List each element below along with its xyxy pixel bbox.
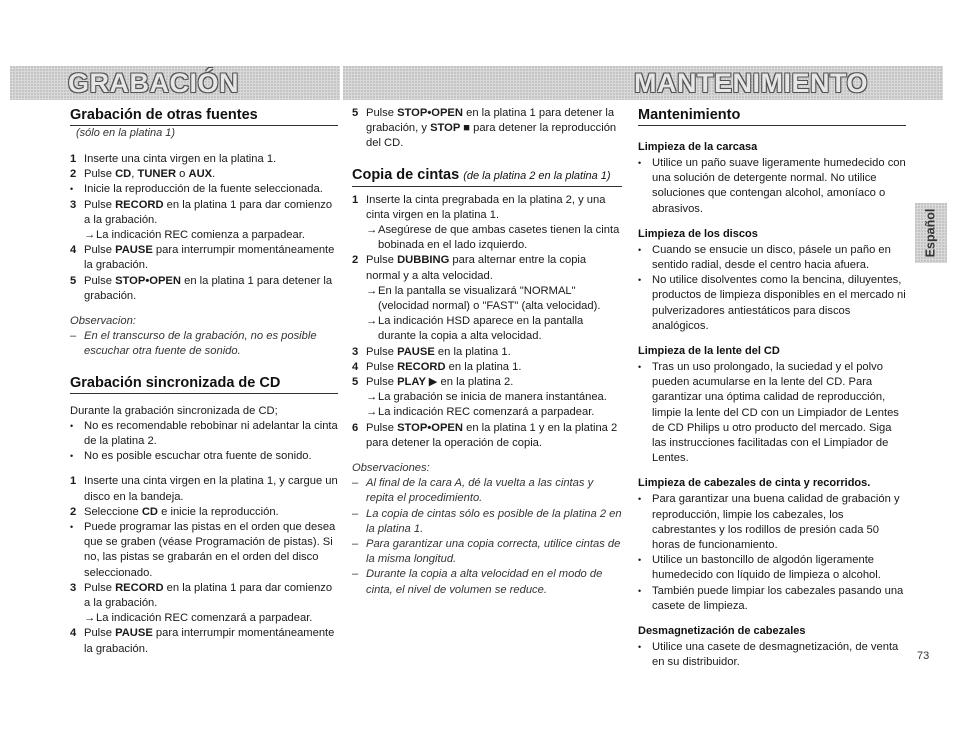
step-item	[352, 193, 622, 223]
step-number: 3	[352, 345, 359, 358]
bullet-item	[638, 553, 906, 583]
step-number: 5	[70, 274, 77, 287]
step-item	[70, 520, 338, 581]
item-text: Pulse PAUSE en la platina 1.	[366, 345, 511, 358]
item-text: Inserte una cinta virgen en la platina 1.	[84, 153, 277, 165]
bullet-item	[638, 156, 906, 217]
bullet-item	[638, 584, 906, 614]
section-header-band-left	[10, 66, 340, 100]
arrow-icon: →	[84, 612, 96, 625]
item-text: Pulse CD, TUNER o AUX.	[84, 168, 216, 181]
bullet-item	[70, 449, 338, 464]
item-text: Utilice una casete de desmagnetización, de venta en su distribuidor.	[652, 641, 899, 669]
observation-list	[352, 476, 622, 598]
step-number: 4	[70, 627, 77, 640]
item-text: También puede limpiar los cabezales pasando una casete de limpieza.	[652, 584, 904, 612]
bullet-icon: •	[638, 244, 642, 255]
subheading: Limpieza de los discos	[638, 227, 758, 240]
step-number: 4	[352, 360, 359, 373]
item-text: Utilice un bastoncillo de algodón ligeramente humedecido con líquido de limpieza o alcohol.	[652, 554, 881, 582]
subheading: Limpieza de cabezales de cinta y recorridos.	[638, 477, 871, 490]
bullet-item	[70, 419, 338, 449]
subheading: Desmagnetización de cabezales	[638, 625, 806, 638]
arrow-icon: →	[366, 284, 378, 297]
bullet-icon: •	[638, 642, 642, 653]
column-right	[638, 106, 906, 670]
step-item	[352, 284, 622, 314]
item-text: Pulse PAUSE para interrumpir momentáneamente la grabación.	[84, 627, 335, 655]
steps-list	[352, 106, 622, 152]
step-number: –	[70, 330, 77, 343]
observation-item	[352, 567, 622, 597]
bullet-icon: •	[70, 451, 74, 462]
step-item	[70, 228, 338, 243]
observation-list	[70, 329, 338, 359]
arrow-icon: →	[366, 315, 378, 328]
step-item	[70, 243, 338, 273]
heading-copia-cintas-title: Copia de cintas	[352, 166, 460, 183]
step-number: 4	[70, 244, 77, 257]
item-text: La copia de cintas sólo es posible de la platina 2 en la platina 1.	[366, 507, 622, 535]
bullet-icon: •	[638, 494, 642, 505]
item-text: Al final de la cara A, dé la vuelta a las cintas y repita el procedimiento.	[366, 477, 594, 505]
step-item	[70, 274, 338, 304]
step-number: 5	[352, 376, 359, 389]
intro-text: Durante la grabación sincronizada de CD;	[70, 404, 278, 417]
step-item	[70, 167, 338, 182]
item-text: Pulse STOP•OPEN en la platina 1 y en la platina 2 para detener la operación de copia.	[366, 421, 618, 449]
step-item	[352, 345, 622, 360]
language-label: Español	[923, 208, 938, 258]
observation-item	[352, 476, 622, 506]
item-text: Pulse RECORD en la platina 1 para dar comienzo a la grabación.	[84, 581, 333, 610]
step-item	[70, 182, 338, 197]
step-number: –	[352, 538, 359, 551]
bullet-icon: •	[70, 184, 74, 195]
item-text: Inserte la cinta pregrabada en la platina 2, y una cinta virgen en la platina 1.	[366, 193, 606, 221]
step-number: 1	[70, 153, 77, 165]
item-text: Pulse STOP•OPEN en la platina 1 para detener la grabación.	[84, 274, 333, 302]
bullet-list	[70, 419, 338, 465]
step-number: 3	[70, 581, 77, 594]
step-item	[352, 375, 622, 390]
bullet-icon: •	[638, 585, 642, 596]
observation-item	[352, 507, 622, 537]
step-item	[70, 474, 338, 504]
item-text: La indicación REC comenzará a parpadear.	[96, 612, 313, 625]
bullet-icon: •	[638, 275, 642, 286]
step-item	[352, 106, 622, 152]
item-text: La indicación REC comienza a parpadear.	[96, 229, 305, 242]
step-item	[70, 152, 338, 167]
step-item	[70, 626, 338, 656]
observation-item	[70, 329, 338, 359]
step-number: 6	[352, 421, 359, 434]
item-text: La indicación HSD aparece en la pantalla durante la copia a alta velocidad.	[378, 315, 584, 343]
step-item	[352, 253, 622, 283]
item-text: En la pantalla se visualizará "NORMAL" (velocidad normal) o "FAST" (alta velocidad).	[378, 284, 601, 313]
step-number: 2	[70, 505, 77, 518]
maintenance-sections	[638, 140, 906, 670]
step-number: –	[352, 507, 359, 520]
item-text: Pulse PAUSE para interrumpir momentáneamente la grabación.	[84, 244, 335, 272]
item-text: Inicie la reproducción de la fuente seleccionada.	[84, 183, 323, 196]
item-text: La indicación REC comenzará a parpadear.	[378, 406, 595, 419]
item-text: Utilice un paño suave ligeramente humedecido con una solución de detergente normal. No utilice soluciones que contengan alcohol, amoníaco o abrasivos.	[652, 157, 906, 215]
item-text: No utilice disolventes como la bencina, diluyentes, productos de limpieza disponibles en el mercado ni pulverizadores antiestáticos para discos analógicos.	[652, 274, 906, 332]
heading-copia-cintas-sub: (de la platina 2 en la platina 1)	[463, 169, 611, 182]
observation-block	[70, 314, 338, 360]
step-number: 3	[70, 198, 77, 211]
steps-list	[70, 152, 338, 304]
column-middle	[352, 106, 622, 598]
step-item	[352, 223, 622, 253]
subheading: Limpieza de la lente del CD	[638, 345, 780, 358]
item-text: Para garantizar una copia correcta, utilice cintas de la misma longitud.	[366, 538, 621, 566]
bullet-icon: •	[70, 522, 74, 533]
language-side-tab	[915, 203, 947, 263]
step-item	[352, 360, 622, 375]
item-text: Pulse STOP•OPEN en la platina 1 para detener la grabación, y STOP ■ para detener la reproducción del CD.	[366, 107, 617, 150]
steps-list-2	[352, 193, 622, 451]
step-number: 1	[352, 193, 359, 206]
step-number: 2	[352, 254, 359, 267]
page-number: 73	[917, 650, 930, 662]
bullet-item	[638, 243, 906, 273]
item-text: Pulse DUBBING para alternar entre la copia normal y a alta velocidad.	[366, 254, 587, 282]
item-text: No es posible escuchar otra fuente de sonido.	[84, 450, 312, 463]
item-text: No es recomendable rebobinar ni adelantar la cinta de la platina 2.	[84, 419, 338, 448]
arrow-icon: →	[366, 406, 378, 419]
bullet-item	[638, 273, 906, 334]
bullet-item	[638, 640, 906, 670]
bullet-icon: •	[638, 555, 642, 566]
step-number: 5	[352, 107, 359, 119]
item-text: Pulse PLAY ▶ en la platina 2.	[366, 376, 514, 389]
step-number: –	[352, 477, 359, 490]
step-item	[70, 505, 338, 520]
bullet-item	[638, 360, 906, 466]
section-header-grabacion: GRABACIÓN	[68, 68, 239, 98]
step-item	[70, 611, 338, 626]
item-text: Asegúrese de que ambas casetes tienen la cinta bobinada en el lado izquierdo.	[378, 224, 620, 252]
section-header-band-right	[343, 66, 943, 100]
heading-grabacion-sincronizada: Grabación sincronizada de CD	[70, 374, 338, 394]
item-text: Pulse RECORD en la platina 1 para dar comienzo a la grabación.	[84, 198, 333, 226]
observation-label: Observaciones:	[352, 462, 430, 475]
subheading: Limpieza de la carcasa	[638, 141, 758, 153]
observation-label: Observacion:	[70, 315, 136, 328]
observation-block	[352, 461, 622, 598]
heading-subtitle: (sólo en la platina 1)	[76, 127, 176, 139]
item-text: Tras un uso prolongado, la suciedad y el polvo pueden acumularse en la lente del CD. Para garantizar una óptima calidad de reproducción, limpie la lente del CD con un Limpiador de Lentes de CD Philips u otro producto del mercado. Siga las instrucciones facilitadas con el Limpiador de Lentes.	[652, 361, 899, 465]
item-text: Puede programar las pistas en el orden que desea que se graben (véase Programación de pistas). Si no, las pistas se grabarán en el orden del disco seleccionado.	[84, 521, 336, 579]
step-item	[70, 198, 338, 228]
heading-grabacion-otras-fuentes: Grabación de otras fuentes	[70, 106, 338, 126]
step-number: –	[352, 568, 359, 581]
arrow-icon: →	[366, 224, 378, 237]
section-header-mantenimiento: MANTENIMIENTO	[634, 68, 868, 98]
step-item	[352, 314, 622, 344]
item-text: Seleccione CD e inicie la reproducción.	[84, 505, 279, 518]
bullet-icon: •	[638, 158, 642, 168]
column-left	[70, 106, 338, 657]
item-text: Inserte una cinta virgen en la platina 1, y cargue un disco en la bandeja.	[84, 475, 338, 503]
item-text: Pulse RECORD en la platina 1.	[366, 360, 522, 373]
step-item	[352, 390, 622, 405]
step-number: 2	[70, 168, 77, 181]
steps-list-2	[70, 474, 338, 656]
item-text: Para garantizar una buena calidad de grabación y reproducción, limpie los cabezales, los cabrestantes y los rodillos de presión cada 50 horas de funcionamiento.	[652, 493, 900, 552]
item-text: En el transcurso de la grabación, no es posible escuchar otra fuente de sonido.	[84, 330, 317, 358]
step-item	[70, 581, 338, 611]
arrow-icon: →	[366, 391, 378, 404]
observation-item	[352, 537, 622, 567]
heading-mantenimiento: Mantenimiento	[638, 106, 906, 126]
bullet-icon: •	[638, 362, 642, 373]
step-number: 1	[70, 475, 77, 488]
bullet-item	[638, 492, 906, 553]
item-text: La grabación se inicia de manera instantánea.	[378, 391, 607, 404]
step-item	[352, 405, 622, 420]
heading-copia-cintas	[352, 166, 622, 187]
bullet-icon: •	[70, 420, 74, 431]
item-text: Durante la copia a alta velocidad en el modo de cinta, el nivel de volumen se reduce.	[366, 568, 603, 596]
arrow-icon: →	[84, 229, 96, 242]
item-text: Cuando se ensucie un disco, pásele un paño en sentido radial, desde el centro hacia afuera.	[652, 243, 891, 272]
step-item	[352, 421, 622, 451]
